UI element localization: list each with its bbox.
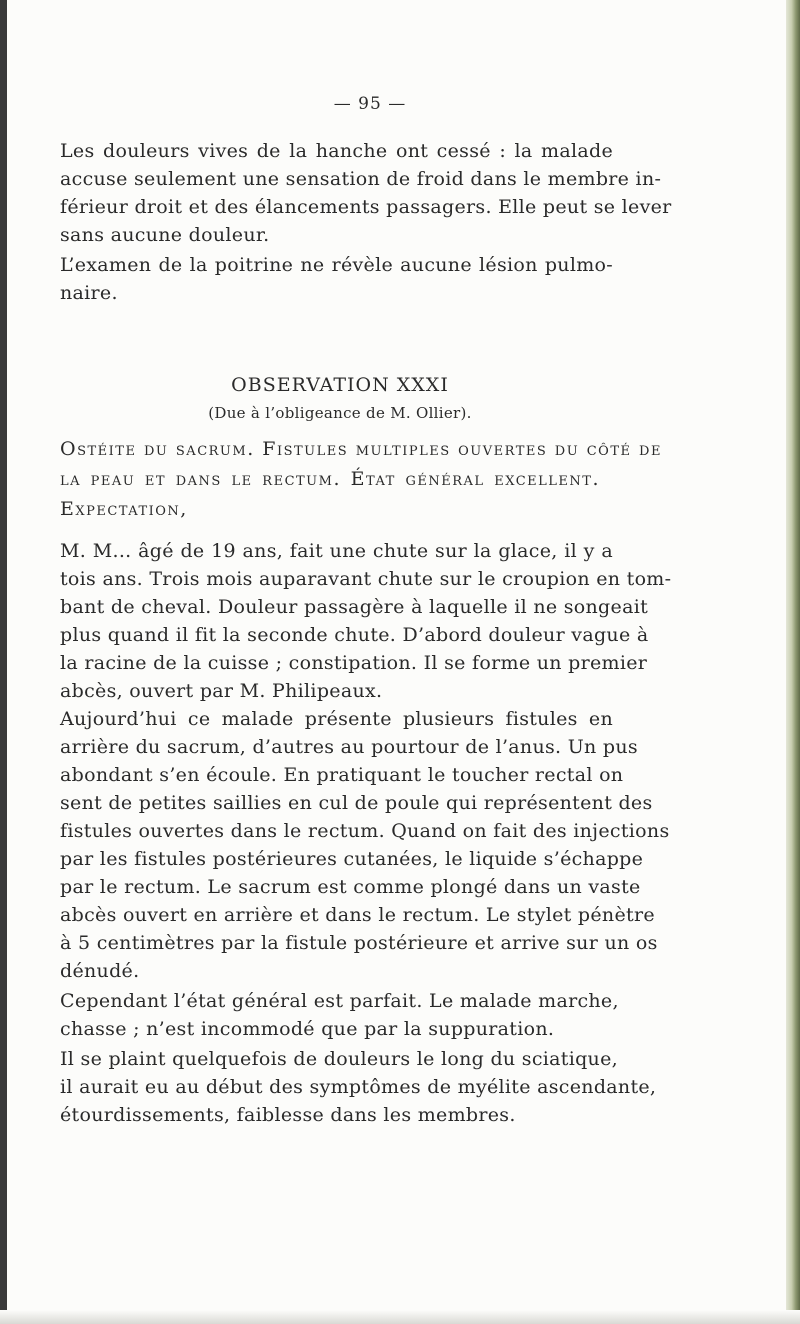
- para2-line-2: naire.: [60, 282, 118, 304]
- para4-line-9: à 5 centimètres par la fistule postérieure et arrive sur un os: [60, 932, 658, 954]
- para6-line-2: il aurait eu au début des symptômes de myélite ascendante,: [60, 1076, 657, 1098]
- summary-line-3: Expectation,: [60, 498, 188, 520]
- para1-line-1: Les douleurs vives de la hanche ont cessé : la malade: [60, 140, 613, 162]
- para4-line-3: abondant s’en écoule. En pratiquant le toucher rectal on: [60, 764, 624, 786]
- scan-bottom-shadow: [0, 1310, 800, 1324]
- para4-line-6: par les fistules postérieures cutanées, le liquide s’échappe: [60, 848, 644, 870]
- para1-line-3: férieur droit et des élancements passagers. Elle peut se lever: [60, 196, 672, 218]
- observation-title: OBSERVATION XXXI: [231, 374, 449, 396]
- para3-line-6: abcès, ouvert par M. Philipeaux.: [60, 680, 383, 702]
- para4-line-10: dénudé.: [60, 960, 140, 982]
- para4-line-7: par le rectum. Le sacrum est comme plongé dans un vaste: [60, 876, 641, 898]
- summary-line-1: Ostéite du sacrum. Fistules multiples ouvertes du côté de: [60, 438, 662, 460]
- observation-credit: (Due à l’obligeance de M. Ollier).: [208, 404, 472, 422]
- para4-line-4: sent de petites saillies en cul de poule qui représentent des: [60, 792, 653, 814]
- scan-left-edge: [0, 0, 7, 1324]
- page-number: — 95 —: [333, 94, 407, 114]
- para3-line-5: la racine de la cuisse ; constipation. Il se forme un premier: [60, 652, 648, 674]
- para6-line-1: Il se plaint quelquefois de douleurs le long du sciatique,: [60, 1048, 618, 1070]
- para5-line-1: Cependant l’état général est parfait. Le malade marche,: [60, 990, 619, 1012]
- summary-line-2: la peau et dans le rectum. État général excellent.: [60, 468, 600, 490]
- para5-line-2: chasse ; n’est incommodé que par la suppuration.: [60, 1018, 555, 1040]
- para3-line-1: M. M... âgé de 19 ans, fait une chute sur la glace, il y a: [60, 540, 613, 562]
- scan-right-edge: [786, 0, 800, 1324]
- para1-line-4: sans aucune douleur.: [60, 224, 270, 246]
- para3-line-3: bant de cheval. Douleur passagère à laquelle il ne songeait: [60, 596, 649, 618]
- para4-line-1: Aujourd’hui ce malade présente plusieurs fistules en: [60, 708, 613, 730]
- para6-line-3: étourdissements, faiblesse dans les membres.: [60, 1104, 516, 1126]
- para2-line-1: L’examen de la poitrine ne révèle aucune lésion pulmo-: [60, 254, 613, 276]
- para3-line-2: tois ans. Trois mois auparavant chute sur le croupion en tom-: [60, 568, 672, 590]
- para3-line-4: plus quand il fit la seconde chute. D’abord douleur vague à: [60, 624, 649, 646]
- para4-line-8: abcès ouvert en arrière et dans le rectum. Le stylet pénètre: [60, 904, 655, 926]
- para4-line-2: arrière du sacrum, d’autres au pourtour de l’anus. Un pus: [60, 736, 638, 758]
- para4-line-5: fistules ouvertes dans le rectum. Quand on fait des injections: [60, 820, 670, 842]
- para1-line-2: accuse seulement une sensation de froid dans le membre in-: [60, 168, 662, 190]
